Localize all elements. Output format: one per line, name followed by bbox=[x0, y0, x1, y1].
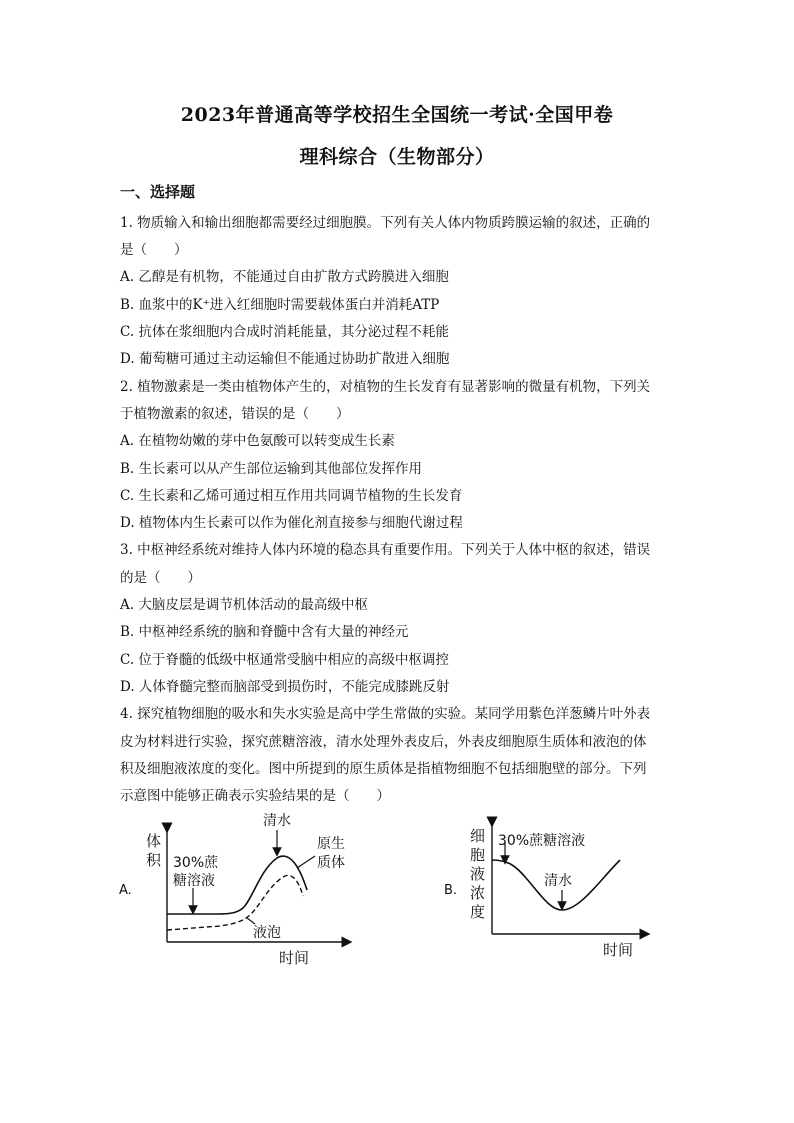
figure-a-option-label: A. bbox=[119, 883, 132, 898]
figure-a-sucrose-label-1: 30%蔗 bbox=[173, 855, 219, 871]
figure-a-y-label-1: 体 bbox=[146, 832, 162, 850]
exam-title: 2023年普通高等学校招生全国统一考试·全国甲卷 bbox=[180, 104, 614, 126]
question-1-option-b: B. 血浆中的K⁺进入红细胞时需要载体蛋白并消耗ATP bbox=[120, 297, 440, 313]
question-2-option-c: C. 生长素和乙烯可通过相互作用共同调节植物的生长发育 bbox=[120, 488, 463, 504]
figure-b-y-label-4: 浓 bbox=[470, 884, 486, 902]
figure-b-y-label-2: 胞 bbox=[470, 846, 486, 864]
figure-a-y-label-2: 积 bbox=[146, 851, 162, 869]
figure-a-sucrose-label-2: 糖溶液 bbox=[173, 873, 215, 889]
question-4-stem-line-1: 4. 探究植物细胞的吸水和失水实验是高中学生常做的实验。某同学用紫色洋葱鳞片叶外表 bbox=[120, 706, 651, 722]
question-2-option-d: D. 植物体内生长素可以作为催化剂直接参与细胞代谢过程 bbox=[120, 515, 463, 531]
question-2-stem-line-2: 于植物激素的叙述，错误的是（ ） bbox=[120, 406, 350, 422]
figure-a-protoplast-label-2: 质体 bbox=[317, 855, 345, 871]
figure-b-option-label: B. bbox=[444, 883, 458, 898]
figure-b-diagram bbox=[440, 810, 660, 970]
question-3-stem-line-1: 3. 中枢神经系统对维持人体内环境的稳态具有重要作用。下列关于人体中枢的叙述，错误 bbox=[120, 542, 651, 558]
figure-b-water-label: 清水 bbox=[544, 873, 572, 889]
figure-b-sucrose-label: 30%蔗糖溶液 bbox=[498, 833, 586, 849]
question-2-stem-line-1: 2. 植物激素是一类由植物体产生的，对植物的生长发育有显著影响的微量有机物，下列关 bbox=[120, 379, 651, 395]
question-3-option-c: C. 位于脊髓的低级中枢通常受脑中相应的高级中枢调控 bbox=[120, 652, 449, 668]
figure-a-vacuole-pointer bbox=[247, 918, 255, 924]
question-1-option-d: D. 葡萄糖可通过主动运输但不能通过协助扩散进入细胞 bbox=[120, 351, 450, 367]
figure-a-protoplast-pointer bbox=[297, 856, 315, 868]
question-1-option-a: A. 乙醇是有机物，不能通过自由扩散方式跨膜进入细胞 bbox=[120, 269, 449, 285]
question-3-stem-line-2: 的是（ ） bbox=[120, 570, 201, 586]
figure-a-protoplast-label-1: 原生 bbox=[317, 836, 345, 852]
question-1-option-c: C. 抗体在浆细胞内合成时消耗能量，其分泌过程不耗能 bbox=[120, 324, 449, 340]
figure-a-vacuole-label: 液泡 bbox=[253, 925, 281, 941]
question-2-option-b: B. 生长素可以从产生部位运输到其他部位发挥作用 bbox=[120, 461, 423, 477]
question-3-option-b: B. 中枢神经系统的脑和脊髓中含有大量的神经元 bbox=[120, 624, 409, 640]
question-4-stem-line-4: 示意图中能够正确表示实验结果的是（ ） bbox=[120, 788, 390, 804]
figure-a-water-label: 清水 bbox=[263, 813, 291, 829]
question-4-stem-line-3: 积及细胞液浓度的变化。图中所提到的原生质体是指植物细胞不包括细胞壁的部分。下列 bbox=[120, 761, 647, 777]
figure-a-diagram bbox=[115, 810, 385, 970]
question-1-stem-line-1: 1. 物质输入和输出细胞都需要经过细胞膜。下列有关人体内物质跨膜运输的叙述，正确的 bbox=[120, 215, 651, 231]
question-3-option-d: D. 人体脊髓完整而脑部受到损伤时，不能完成膝跳反射 bbox=[120, 679, 450, 695]
question-4-stem-line-2: 皮为材料进行实验，探究蔗糖溶液，清水处理外表皮后，外表皮细胞原生质体和液泡的体 bbox=[120, 734, 647, 750]
figure-b-y-label-5: 度 bbox=[470, 903, 486, 921]
question-1-stem-line-2: 是（ ） bbox=[120, 242, 188, 258]
figure-b-x-label: 时间 bbox=[603, 941, 634, 959]
question-2-option-a: A. 在植物幼嫩的芽中色氨酸可以转变成生长素 bbox=[120, 433, 395, 449]
exam-subtitle: 理科综合（生物部分） bbox=[299, 146, 495, 168]
section-heading: 一、选择题 bbox=[120, 183, 196, 201]
figure-a-x-label: 时间 bbox=[279, 949, 310, 967]
figure-b-y-label-1: 细 bbox=[470, 827, 486, 845]
figure-b-y-label-3: 液 bbox=[470, 865, 486, 883]
question-3-option-a: A. 大脑皮层是调节机体活动的最高级中枢 bbox=[120, 597, 368, 613]
